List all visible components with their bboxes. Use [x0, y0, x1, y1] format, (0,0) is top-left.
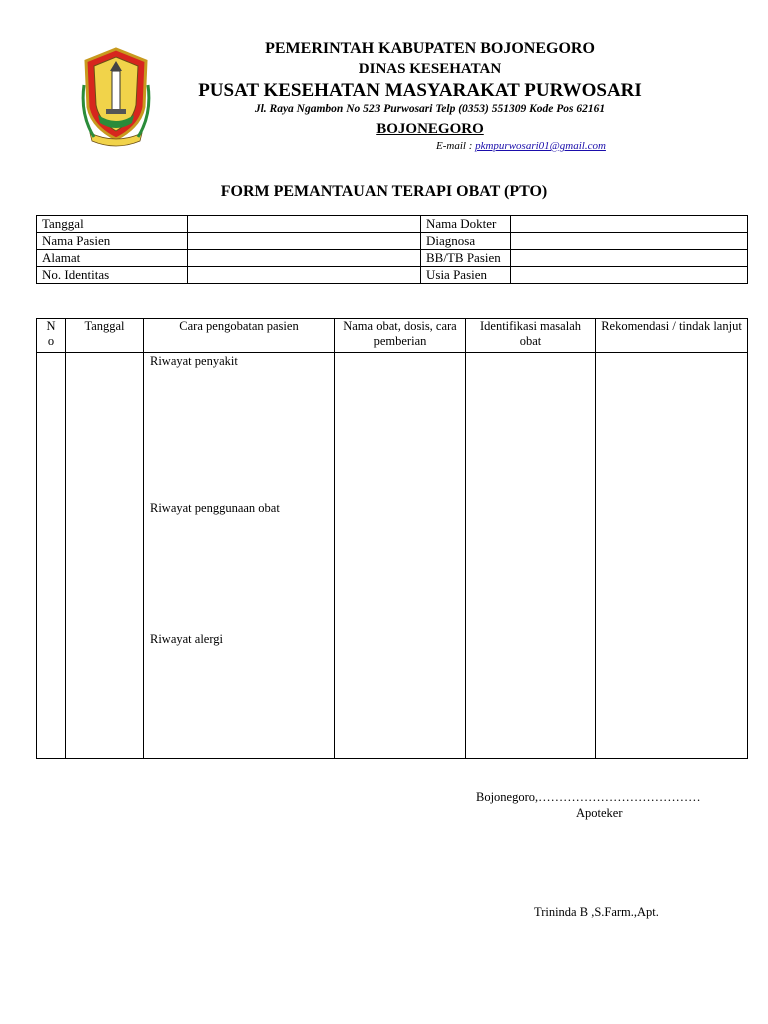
- drug-cell[interactable]: [335, 353, 466, 759]
- column-header-treatment: Cara pengobatan pasien: [144, 319, 335, 353]
- table-row: [37, 267, 748, 284]
- info-value-field[interactable]: [511, 250, 748, 267]
- header-government: PEMERINTAH KABUPATEN BOJONEGORO: [265, 40, 595, 57]
- therapy-monitoring-table: [36, 318, 748, 759]
- info-value-field[interactable]: [188, 216, 421, 233]
- info-label: No. Identitas: [37, 267, 188, 284]
- email-link[interactable]: pkmpurwosari01@gmail.com: [475, 140, 606, 152]
- table-row: [37, 250, 748, 267]
- column-header-date: Tanggal: [66, 319, 144, 353]
- header-address: Jl. Raya Ngambon No 523 Purwosari Telp (0353) 551309 Kode Pos 62161: [254, 103, 606, 115]
- date-cell[interactable]: [66, 353, 144, 759]
- medical-history-label: Riwayat penyakit: [150, 354, 238, 368]
- treatment-cell[interactable]: [144, 353, 335, 759]
- patient-info-table: [36, 215, 748, 284]
- no-cell[interactable]: [37, 353, 66, 759]
- header-email: [436, 140, 606, 152]
- info-value-field[interactable]: [188, 267, 421, 284]
- info-value-field[interactable]: [511, 216, 748, 233]
- column-header-problem: Identifikasi masalah obat: [466, 319, 596, 353]
- medication-history-label: Riwayat penggunaan obat: [150, 501, 280, 515]
- info-label: BB/TB Pasien: [421, 250, 511, 267]
- column-header-drug: Nama obat, dosis, cara pemberian: [335, 319, 466, 353]
- column-header-recommendation: Rekomendasi / tindak lanjut: [596, 319, 748, 353]
- signature-role: Apoteker: [576, 806, 623, 820]
- column-header-no: N o: [37, 319, 66, 353]
- info-label: Usia Pasien: [421, 267, 511, 284]
- table-header-row: [37, 319, 748, 353]
- header-institution: PUSAT KESEHATAN MASYARAKAT PURWOSARI: [198, 80, 642, 101]
- info-label: Tanggal: [37, 216, 188, 233]
- allergy-history-label: Riwayat alergi: [150, 632, 224, 646]
- form-title: FORM PEMANTAUAN TERAPI OBAT (PTO): [220, 183, 548, 200]
- info-value-field[interactable]: [188, 233, 421, 250]
- recommendation-cell[interactable]: [596, 353, 748, 759]
- header-department: DINAS KESEHATAN: [358, 61, 502, 77]
- info-value-field[interactable]: [511, 267, 748, 284]
- info-label: Diagnosa: [421, 233, 511, 250]
- email-label: E-mail :: [436, 140, 476, 152]
- table-row: [37, 216, 748, 233]
- info-label: Nama Dokter: [421, 216, 511, 233]
- info-value-field[interactable]: [511, 233, 748, 250]
- info-label: Nama Pasien: [37, 233, 188, 250]
- signature-name: Trininda B ,S.Farm.,Apt.: [534, 905, 659, 919]
- header-city: BOJONEGORO: [376, 121, 484, 137]
- info-label: Alamat: [37, 250, 188, 267]
- info-value-field[interactable]: [188, 250, 421, 267]
- table-row: [37, 233, 748, 250]
- problem-cell[interactable]: [466, 353, 596, 759]
- signature-place-date: Bojonegoro,…………………………………: [476, 790, 701, 804]
- table-row: [37, 353, 748, 759]
